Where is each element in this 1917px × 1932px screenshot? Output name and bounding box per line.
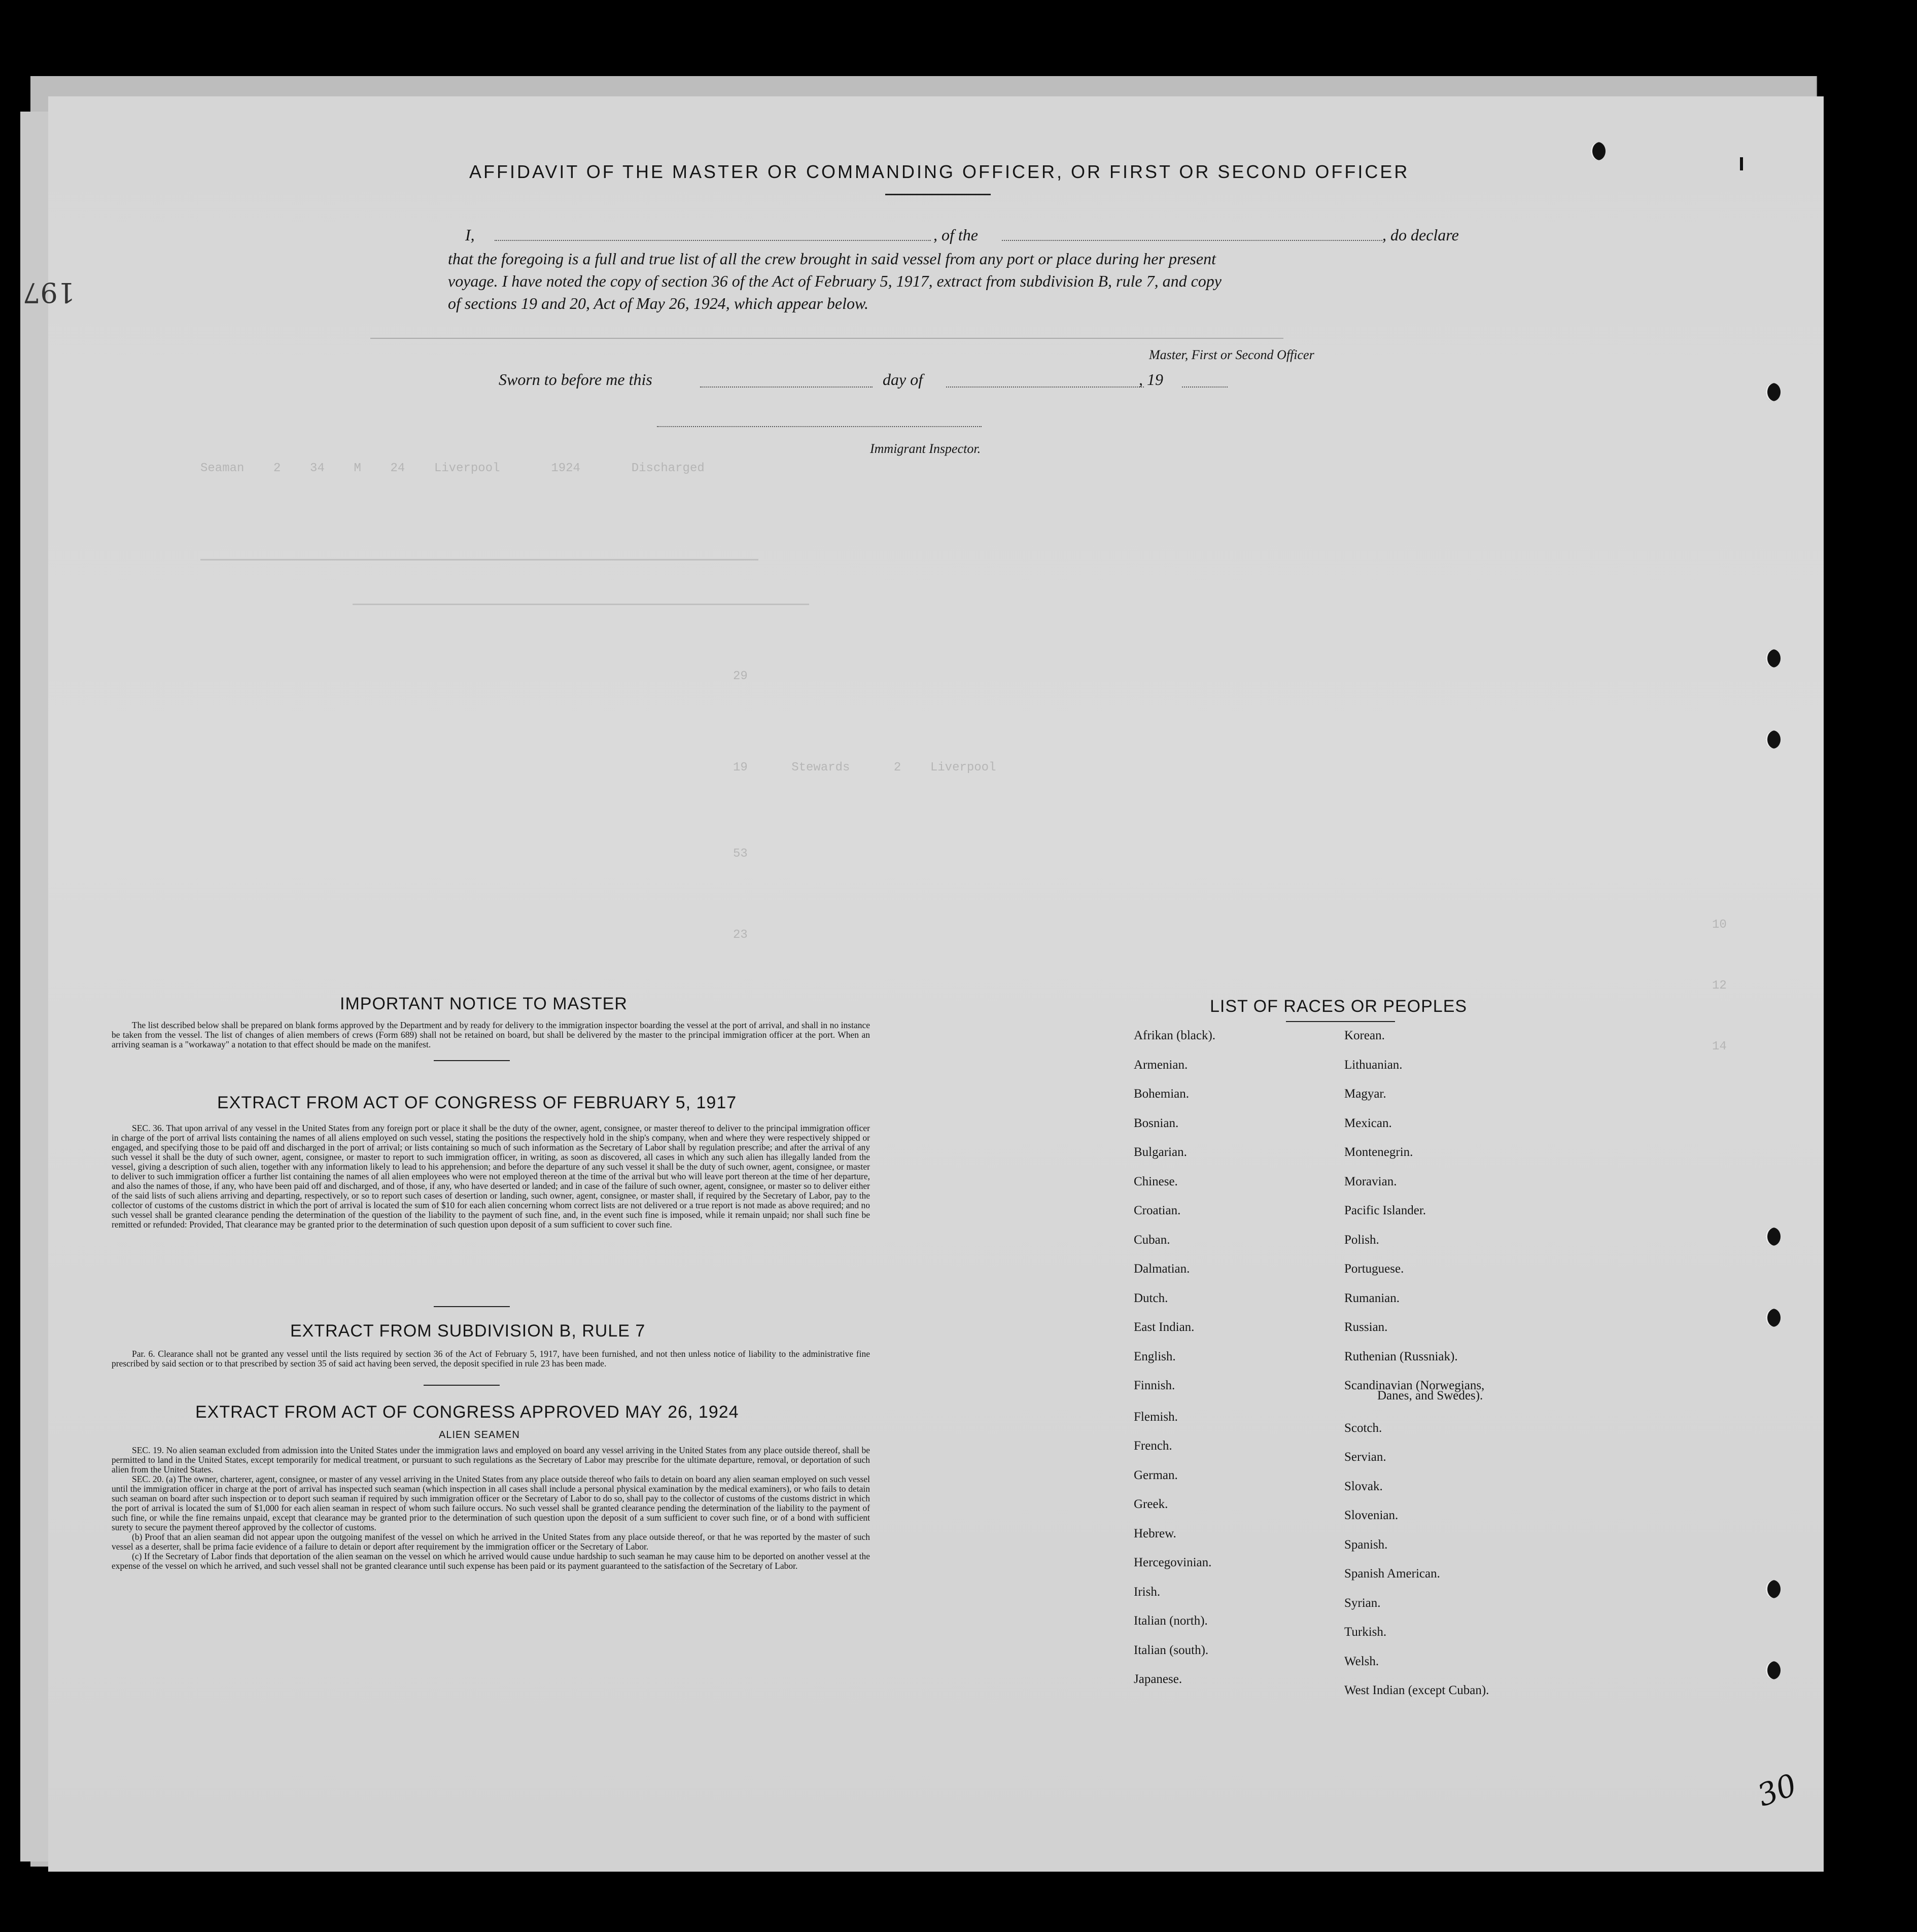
race-item: Chinese. [1134,1174,1178,1188]
race-item: Cuban. [1134,1233,1170,1247]
signature-line[interactable] [370,338,1283,339]
race-item: Croatian. [1134,1204,1181,1217]
handwritten-folio: 30 [1753,1767,1802,1814]
race-item: Bohemian. [1134,1087,1190,1101]
affidavit-line2: that the foregoing is a full and true list of all the crew brought in said vessel from any port or place during her present [448,250,1216,268]
bleed-line [200,559,758,560]
race-item: Polish. [1344,1233,1379,1247]
punch-hole [1765,383,1781,401]
extract-rule7-text: Par. 6. Clearance shall not be granted any vessel until the lists required by section 36 of the Act of February 5, 1917, have been furnished, and not then unless notice of liability to the administrative fine prescribed by said section or to that prescribed by section 35 of said act having been served, the deposit specified in rule 23 has been made. [112,1349,870,1368]
race-item: Afrikan (black). [1134,1029,1216,1042]
extract-1924-text [112,1446,870,1571]
punch-hole [1590,142,1606,160]
race-item: Greek. [1134,1497,1168,1511]
vessel-blank[interactable] [1002,240,1382,241]
race-item: Magyar. [1344,1087,1386,1101]
margin-number: 197 [23,276,76,308]
race-item: Danes, and Swedes). [1377,1389,1483,1402]
section-divider [424,1385,500,1386]
race-item: Welsh. [1344,1654,1379,1668]
affidavit-of-the: , of the [933,226,978,244]
day-of-label: day of [883,370,923,389]
bleed-through: 29 [733,670,748,683]
race-item: Montenegrin. [1344,1145,1413,1159]
affidavit-i: I, [465,226,475,244]
sec-19: SEC. 19. No alien seaman excluded from admission into the United States under the immigration laws and employed on board any vessel arriving in the United States from any place outside thereof, shall be permitted to land in the United States, except temporarily for medical treatment, or pursuant to such regulations as the Secretary of Labor may prescribe for the ultimate departure, removal, or deportation of such alien from the United States. [112,1445,870,1474]
section-divider [434,1306,510,1307]
race-item: Irish. [1134,1585,1161,1599]
race-item: Armenian. [1134,1058,1188,1072]
race-item: French. [1134,1439,1172,1453]
race-item: Hercegovinian. [1134,1556,1212,1569]
race-item: Russian. [1344,1320,1388,1334]
race-item: Moravian. [1344,1174,1397,1188]
notice-text: The list described below shall be prepared on blank forms approved by the Department and by ready for delivery to the immigration inspector boarding the vessel at the port of arrival, and shall in no instance be taken from the vessel. The list of changes of alien members of crews (Form 689) shall not be retained on board, but shall be delivered by the master to the principal immigration officer at the port. When an arriving seaman is a "workaway" a notation to that effect should be made on the manifest. [112,1020,870,1049]
race-item: Japanese. [1134,1672,1182,1686]
alien-seamen-subtitle: ALIEN SEAMEN [439,1429,520,1441]
punch-hole [1765,1227,1781,1246]
master-label: Master, First or Second Officer [1149,347,1314,362]
race-item: Spanish American. [1344,1567,1440,1580]
race-item: Portuguese. [1344,1262,1404,1276]
affidavit-line3: voyage. I have noted the copy of section 36 of the Act of February 5, 1917, extract from subdivision B, rule 7, and copy [448,272,1222,290]
race-item: Bosnian. [1134,1116,1179,1130]
bleed-through: 23 [733,928,748,942]
race-item: Lithuanian. [1344,1058,1403,1072]
race-item: Pacific Islander. [1344,1204,1426,1217]
bleed-through: Seaman 2 34 M 24 Liverpool 1924 Discharged [200,462,705,475]
affidavit-title: AFFIDAVIT OF THE MASTER OR COMMANDING OFFICER, OR FIRST OR SECOND OFFICER [469,161,1410,182]
race-item: Slovak. [1344,1479,1383,1493]
race-item: Italian (south). [1134,1643,1209,1657]
year-blank[interactable] [1182,387,1228,388]
race-item: Syrian. [1344,1596,1381,1610]
races-title: LIST OF RACES OR PEOPLES [1210,997,1468,1016]
race-item: Scandinavian (Norwegians, [1344,1379,1485,1392]
race-item: Servian. [1344,1450,1386,1464]
punch-hole [1765,649,1781,668]
races-underline [1286,1021,1395,1022]
race-item: Dutch. [1134,1291,1168,1305]
race-item: Finnish. [1134,1379,1175,1392]
notice-title: IMPORTANT NOTICE TO MASTER [340,994,628,1013]
inspector-label: Immigrant Inspector. [870,441,981,456]
race-item: East Indian. [1134,1320,1195,1334]
race-item: Ruthenian (Russniak). [1344,1349,1458,1363]
race-item: Mexican. [1344,1116,1392,1130]
bleed-line [353,604,809,605]
mark [1740,157,1743,170]
race-item: Bulgarian. [1134,1145,1187,1159]
extract-1924-title: EXTRACT FROM ACT OF CONGRESS APPROVED MAY 26, 1924 [195,1402,739,1422]
race-item: Scotch. [1344,1421,1382,1435]
name-blank[interactable] [495,240,931,241]
race-item: German. [1134,1468,1178,1482]
race-item: Korean. [1344,1029,1385,1042]
race-item: Dalmatian. [1134,1262,1190,1276]
race-item: Turkish. [1344,1625,1387,1639]
punch-hole [1765,1661,1781,1679]
section-divider [434,1060,510,1061]
month-blank[interactable] [946,387,1144,388]
race-item: Spanish. [1344,1537,1388,1552]
bleed-through: 53 [733,847,748,861]
sec-20c: (c) If the Secretary of Labor finds that deportation of the alien seaman on the vessel on which he arrived would cause undue hardship to such seaman he may cause him to be deported on another vessel at the expense of the vessel on which he arrived, and such vessel shall not be granted clearance until such expense has been paid or its payment guaranteed to the satisfaction of the Secretary of Labor. [112,1551,870,1571]
race-item: Rumanian. [1344,1291,1400,1305]
race-item: West Indian (except Cuban). [1344,1683,1489,1697]
race-item: Slovenian. [1344,1508,1399,1522]
document-page [23,96,1824,1872]
punch-hole [1765,1309,1781,1327]
race-item: English. [1134,1349,1176,1363]
extract-rule7-title: EXTRACT FROM SUBDIVISION B, RULE 7 [290,1321,646,1341]
race-item: Hebrew. [1134,1526,1176,1540]
sworn-label: Sworn to before me this [499,370,652,389]
day-blank[interactable] [700,387,873,388]
sec-20b: (b) Proof that an alien seaman did not appear upon the outgoing manifest of the vessel on which he arrived in the United States from any place outside thereof, or that he was reported by the master of such vessel as a deserter, shall be prima facie evidence of a failure to detain or deport after requirement by the immigration officer or the Secretary of Labor. [112,1532,870,1552]
affidavit-declare: , do declare [1382,226,1459,244]
bleed-through: 14 [1712,1040,1727,1053]
affidavit-line4: of sections 19 and 20, Act of May 26, 1924, which appear below. [448,294,868,312]
race-item: Italian (north). [1134,1614,1208,1628]
year-prefix: , 19 [1139,370,1163,389]
extract-1917-text: SEC. 36. That upon arrival of any vessel in the United States from any foreign port or place it shall be the duty of the owner, agent, consignee, or master thereof to deliver to the principal immigration officer in charge of the port of arrival lists containing the names of all aliens employed on such vessel, stating the positions the respectively hold in the ship's company, when and where they were respectively shipped or engaged, and specifying those to be paid off and discharged in the port of arrival; or lists containing so much of such information as the Secretary of Labor shall by regulation prescribe; and after the arrival of any such vessel it shall be the duty of such owner, agent, consignee, or master to report to such immigration officer, in writing, as soon as discovered, all cases in which any such alien has illegally landed from the vessel, giving a description of such alien, together with any information likely to lead to his apprehension; and before the departure of any such vessel it shall be the duty of such owner, agent, consignee, or master to deliver to such immigration officer a further list containing the names of all alien employees who were not employed thereon at the time of the arrival but who will leave port thereon at the time of her departure, and also the names of those, if any, who have been paid off and discharged, and of those, if any, who have deserted or landed; and in case of the failure of such owner, agent, consignee, or master so to deliver either of the said lists of such aliens arriving and departing, respectively, or so to report such cases of desertion or landing, such owner, agent, consignee, or master shall, if required by the Secretary of Labor, pay to the collector of customs of the customs district in which the port of arrival is located the sum of $10 for each alien concerning whom correct lists are not delivered or a true report is not made as above required; and no such vessel shall be granted clearance pending the determination of the question of the liability to the payment of such fine, and, in the event such fine is imposed, while it remain unpaid; nor shall such fine be remitted or refunded: Provided, That clearance may be granted prior to the determination of such question upon deposit of a sum sufficient to cover such fine. [112,1123,870,1230]
punch-hole [1765,730,1781,749]
bleed-through: 10 [1712,918,1727,932]
bleed-through: 19 Stewards 2 Liverpool [733,761,996,775]
sec-20a: SEC. 20. (a) The owner, charterer, agent, consignee, or master of any vessel arriving in the United States from any place outside thereof who fails to detain on board any alien seaman employed on such vessel until the immigration officer in charge at the port of arrival has inspected such seaman (which inspection in all cases shall include a personal physical examination by the medical examiners), or who fails to detain such seaman on board after such inspection or to deport such seaman if required by such immigration officer or the Secretary of Labor to do so, shall pay to the collector of customs of the customs district in which the port of arrival is located the sum of $1,000 for each alien seaman in respect of whom such failure occurs. No such vessel shall be granted clearance pending the determination of the liability to the payment of such fine, or while the fine remains unpaid, except that clearance may be granted prior to the determination of such question upon the deposit of a sum sufficient to cover such fine, or of a bond with sufficient surety to secure the payment thereof approved by the collector of customs. [112,1474,870,1532]
title-underline [885,194,991,195]
punch-hole [1765,1580,1781,1598]
inspector-signature-line[interactable] [657,426,982,427]
race-item: Flemish. [1134,1410,1178,1424]
extract-1917-title: EXTRACT FROM ACT OF CONGRESS OF FEBRUARY 5, 1917 [217,1093,737,1112]
bleed-through: 12 [1712,979,1727,993]
